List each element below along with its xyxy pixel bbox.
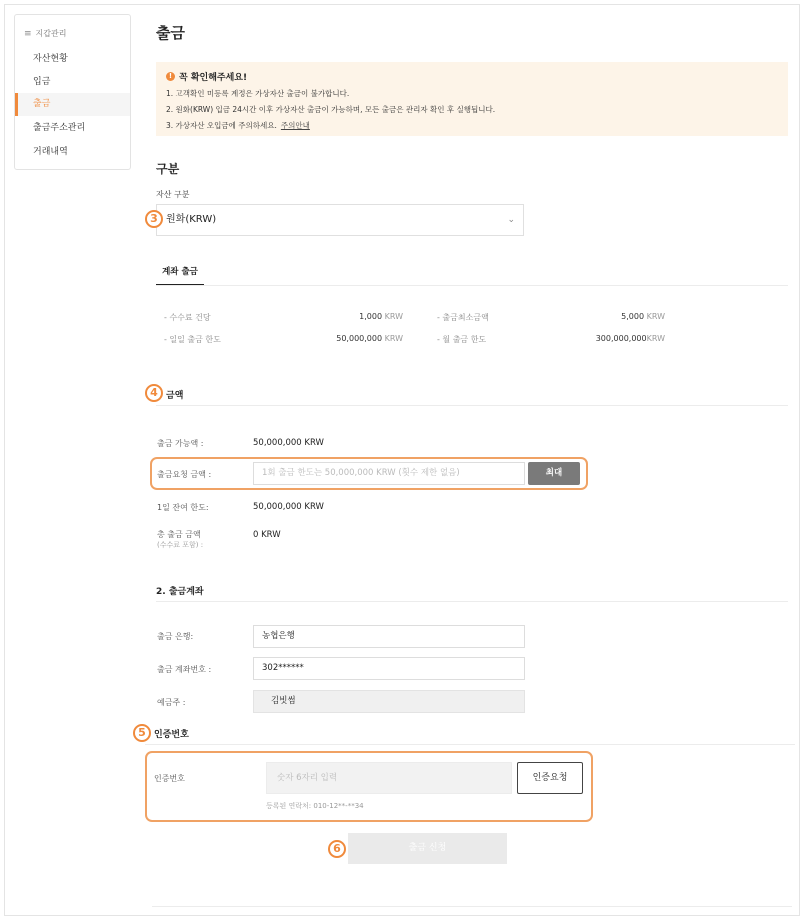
bank-field[interactable]: 농협은행: [253, 625, 525, 648]
sidebar: [14, 14, 131, 170]
account-divider: [156, 601, 788, 602]
auth-label: 인증번호: [154, 774, 185, 783]
step-badge-4: 4: [145, 384, 163, 402]
auth-code-input[interactable]: 숫자 6자리 입력: [266, 762, 512, 794]
notice-line-3-text: 3. 가상자산 오입금에 주의하세요.: [166, 121, 277, 130]
request-amount-input[interactable]: 1회 출금 한도는 50,000,000 KRW (횟수 제한 없음): [253, 462, 525, 485]
fee-label: - 수수료 건당: [164, 313, 211, 322]
holder-field: 김빗썸: [253, 690, 525, 713]
notice-line-1: 1. 고객확인 미등록 계정은 가상자산 출금이 불가합니다.: [166, 89, 350, 98]
monthly-limit-value: [560, 334, 665, 343]
category-title: 구분: [156, 162, 180, 176]
min-amount-label: - 출금최소금액: [437, 313, 489, 322]
notice-line-2: 2. 원화(KRW) 입금 24시간 이후 가상자산 출금이 가능하며, 모든 출금은 관리자 확인 후 실행됩니다.: [166, 105, 496, 114]
registered-contact: 등록된 연락처: 010-12**-**34: [266, 802, 364, 810]
sidebar-item-deposit[interactable]: 입금: [33, 77, 51, 87]
notice-line-3: [166, 120, 778, 131]
bottom-divider: [152, 906, 792, 907]
asset-type-select[interactable]: [156, 204, 524, 236]
step-badge-6: 6: [328, 840, 346, 858]
menu-icon: ≡: [24, 28, 32, 39]
available-value: 50,000,000 KRW: [253, 438, 324, 448]
monthly-limit-label: - 월 출금 한도: [437, 335, 487, 344]
fee-value: [300, 312, 403, 321]
min-amount-value: [560, 312, 665, 321]
warning-icon: !: [166, 72, 175, 81]
fee-unit: KRW: [384, 312, 403, 321]
fee-amount: 1,000: [359, 312, 383, 321]
auth-request-button[interactable]: 인증요청: [517, 762, 583, 794]
monthly-unit: KRW: [646, 334, 665, 343]
sidebar-item-assets[interactable]: 자산현황: [33, 54, 68, 64]
account-number-label: 출금 계좌번호 :: [157, 665, 212, 674]
daily-limit-amount: 50,000,000: [336, 334, 383, 343]
sidebar-item-history[interactable]: 거래내역: [33, 147, 68, 157]
auth-title: 인증번호: [154, 730, 189, 740]
sidebar-title: 지갑관리: [35, 29, 67, 38]
amount-divider: [156, 405, 788, 406]
max-button[interactable]: 최대: [528, 462, 580, 485]
amount-title: 금액: [166, 391, 184, 401]
chevron-down-icon: ⌄: [507, 215, 515, 225]
asset-type-label: 자산 구분: [156, 190, 190, 199]
bank-label: 출금 은행:: [157, 632, 194, 641]
withdraw-submit-button[interactable]: 출금 신청: [348, 833, 507, 864]
total-amount-sublabel: (수수료 포함) :: [157, 541, 204, 549]
caution-link[interactable]: 주의안내: [280, 121, 310, 130]
daily-limit-label: - 일일 출금 한도: [164, 335, 221, 344]
tab-account-withdraw[interactable]: 계좌 출금: [156, 264, 204, 286]
remaining-limit-label: 1일 잔여 한도:: [157, 503, 209, 512]
tab-divider: [156, 285, 788, 286]
total-amount-label: 총 출금 금액: [157, 530, 201, 539]
step-badge-3: 3: [145, 210, 163, 228]
notice-header: [166, 70, 778, 83]
available-label: 출금 가능액 :: [157, 439, 204, 448]
sidebar-item-withdraw[interactable]: 출금: [15, 93, 130, 116]
notice-box: [156, 62, 788, 136]
monthly-limit-amount: 300,000,000: [595, 334, 647, 343]
request-amount-label: 출금요청 금액 :: [157, 470, 212, 479]
remaining-limit-value: 50,000,000 KRW: [253, 502, 324, 512]
sidebar-header: [24, 28, 66, 39]
notice-title: 꼭 확인해주세요!: [179, 73, 248, 83]
min-unit: KRW: [646, 312, 665, 321]
page-title: 출금: [156, 24, 185, 42]
min-amount: 5,000: [621, 312, 645, 321]
sidebar-item-withdraw-address[interactable]: 출금주소관리: [33, 123, 86, 133]
asset-type-value: 원화(KRW): [166, 214, 217, 225]
step-badge-5: 5: [133, 724, 151, 742]
holder-label: 예금주 :: [157, 698, 186, 707]
account-number-field[interactable]: 302******: [253, 657, 525, 680]
total-amount-value: 0 KRW: [253, 530, 281, 540]
account-title: 2. 출금계좌: [156, 587, 204, 597]
daily-limit-value: [300, 334, 403, 343]
daily-unit: KRW: [384, 334, 403, 343]
auth-divider: [145, 744, 795, 745]
